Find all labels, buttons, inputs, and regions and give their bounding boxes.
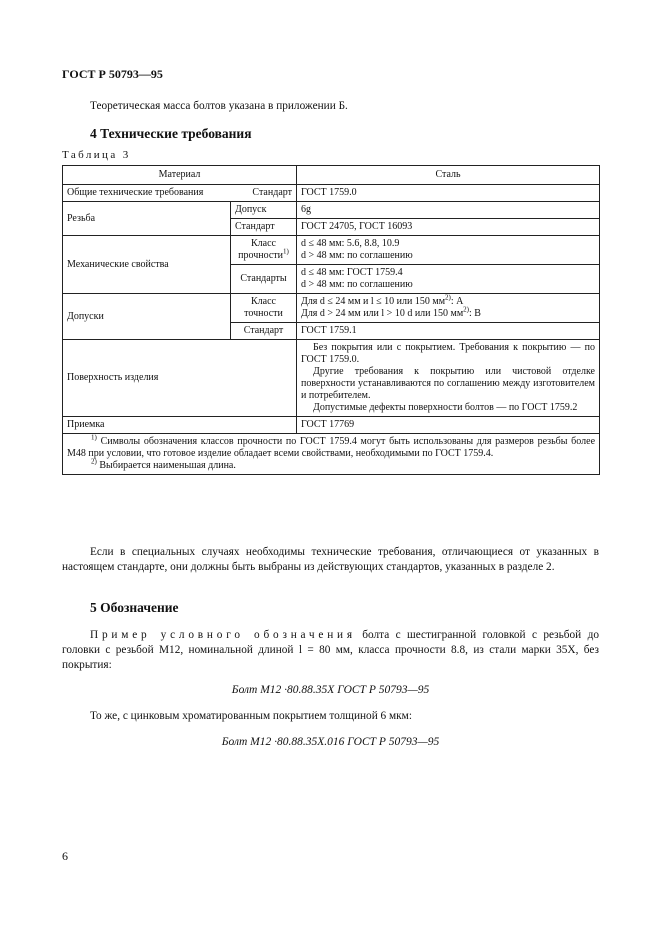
- table-row: [63, 236, 600, 265]
- general-sub-label: Стандарт: [252, 187, 292, 198]
- tolerances-sub-class: Класс точности: [231, 294, 297, 323]
- table-row: [63, 202, 600, 219]
- thread-tolerance-value: 6g: [297, 202, 600, 219]
- example-lead: Пример условного обозначения: [90, 629, 356, 641]
- table-header-row: [63, 166, 600, 185]
- table-row: [63, 340, 600, 417]
- designation-example-2: Болт М12 ·80.88.35Х.016 ГОСТ Р 50793—95: [221, 736, 440, 748]
- acceptance-label: Приемка: [63, 417, 297, 434]
- intro-paragraph: Теоретическая масса болтов указана в приложении Б.: [90, 100, 348, 112]
- example-text: болта с шестигранной головкой с резьбой до головки с резьбой М12, номинальной длиной l = 80 мм, класса прочности 8.8, из стали марки 35Х, без покрытия:: [62, 629, 599, 671]
- acceptance-value: ГОСТ 17769: [297, 417, 600, 434]
- special-requirements-paragraph: Если в специальных случаях необходимы технические требования, отличающиеся от указанных в настоящем стандарте, они должны быть выбраны из действующих стандартов, указанных в разделе 2.: [62, 546, 599, 573]
- mechanical-sub-standards: Стандарты: [231, 265, 297, 294]
- thread-label: Резьба: [63, 202, 231, 236]
- thread-sub-tolerance: Допуск: [231, 202, 297, 219]
- tolerances-standard-value: ГОСТ 1759.1: [297, 323, 600, 340]
- technical-requirements-table: [62, 165, 600, 475]
- col-header-steel: Сталь: [297, 166, 600, 185]
- thread-standard-value: ГОСТ 24705, ГОСТ 16093: [297, 219, 600, 236]
- general-value: ГОСТ 1759.0: [297, 185, 600, 202]
- page-number: 6: [62, 849, 68, 863]
- section-4-heading: 4 Технические требования: [90, 126, 252, 141]
- zinc-coating-paragraph: То же, с цинковым хроматированным покрытием толщиной 6 мкм:: [90, 710, 412, 722]
- col-header-material: Материал: [63, 166, 297, 185]
- table-row: [63, 294, 600, 323]
- table-row: [63, 185, 600, 202]
- footnote-2: $^{2)}$ Выбирается наименьшая длина.: [91, 457, 236, 471]
- surface-label: Поверхность изделия: [63, 340, 297, 417]
- footnote-1: $^{1)}$ Символы обозначения классов прочности по ГОСТ 1759.4 могут быть использованы для размеров резьбы более М48 при условии, что готовое изделие обладает всеми свойствами, необходимыми по ГОСТ 1759.4.: [67, 433, 596, 459]
- footnote-ref-2: 2): [445, 293, 451, 302]
- document-header: ГОСТ Р 50793—95: [62, 67, 163, 81]
- thread-sub-standard: Стандарт: [231, 219, 297, 236]
- mechanical-standards-value: d ≤ 48 мм: ГОСТ 1759.4 d > 48 мм: по соглашению: [297, 265, 600, 294]
- tolerances-class-value: Для d ≤ 24 мм и l ≤ 10 или 150 $мм^{2)}$: A Для d > 24 мм или l > 10 d или 150 $мм^{2)}$: B: [297, 294, 600, 323]
- footnote-ref-2: 2): [463, 305, 470, 314]
- surface-value: Без покрытия или с покрытием. Требования к покрытию — по ГОСТ 1759.0. Другие требования к покрытию или чистовой отделке поверхности устанавливаются по соглашению между изготовителем и потребителем. Допустимые дефекты поверхности болтов — по ГОСТ 1759.2: [297, 340, 600, 417]
- section-5-heading: 5 Обозначение: [90, 600, 179, 615]
- designation-example-paragraph: [62, 628, 599, 673]
- tolerances-sub-standard: Стандарт: [231, 323, 297, 340]
- designation-example-1: Болт М12 ·80.88.35Х ГОСТ Р 50793—95: [231, 684, 430, 696]
- mechanical-label: Механические свойства: [63, 236, 231, 294]
- mechanical-class-value: d ≤ 48 мм: 5.6, 8.8, 10.9 d > 48 мм: по соглашению: [297, 236, 600, 265]
- table-footnotes: [63, 434, 600, 475]
- footnote-ref-1: 1): [283, 247, 289, 256]
- tolerances-label: Допуски: [63, 294, 231, 340]
- general-requirements-cell: [63, 185, 297, 202]
- mechanical-sub-class: Класс прочности$^{1)}$: [231, 236, 297, 265]
- table-caption: Таблица 3: [62, 149, 131, 161]
- table-row: [63, 417, 600, 434]
- table-notes-row: [63, 434, 600, 475]
- general-label: Общие технические требования: [67, 187, 204, 198]
